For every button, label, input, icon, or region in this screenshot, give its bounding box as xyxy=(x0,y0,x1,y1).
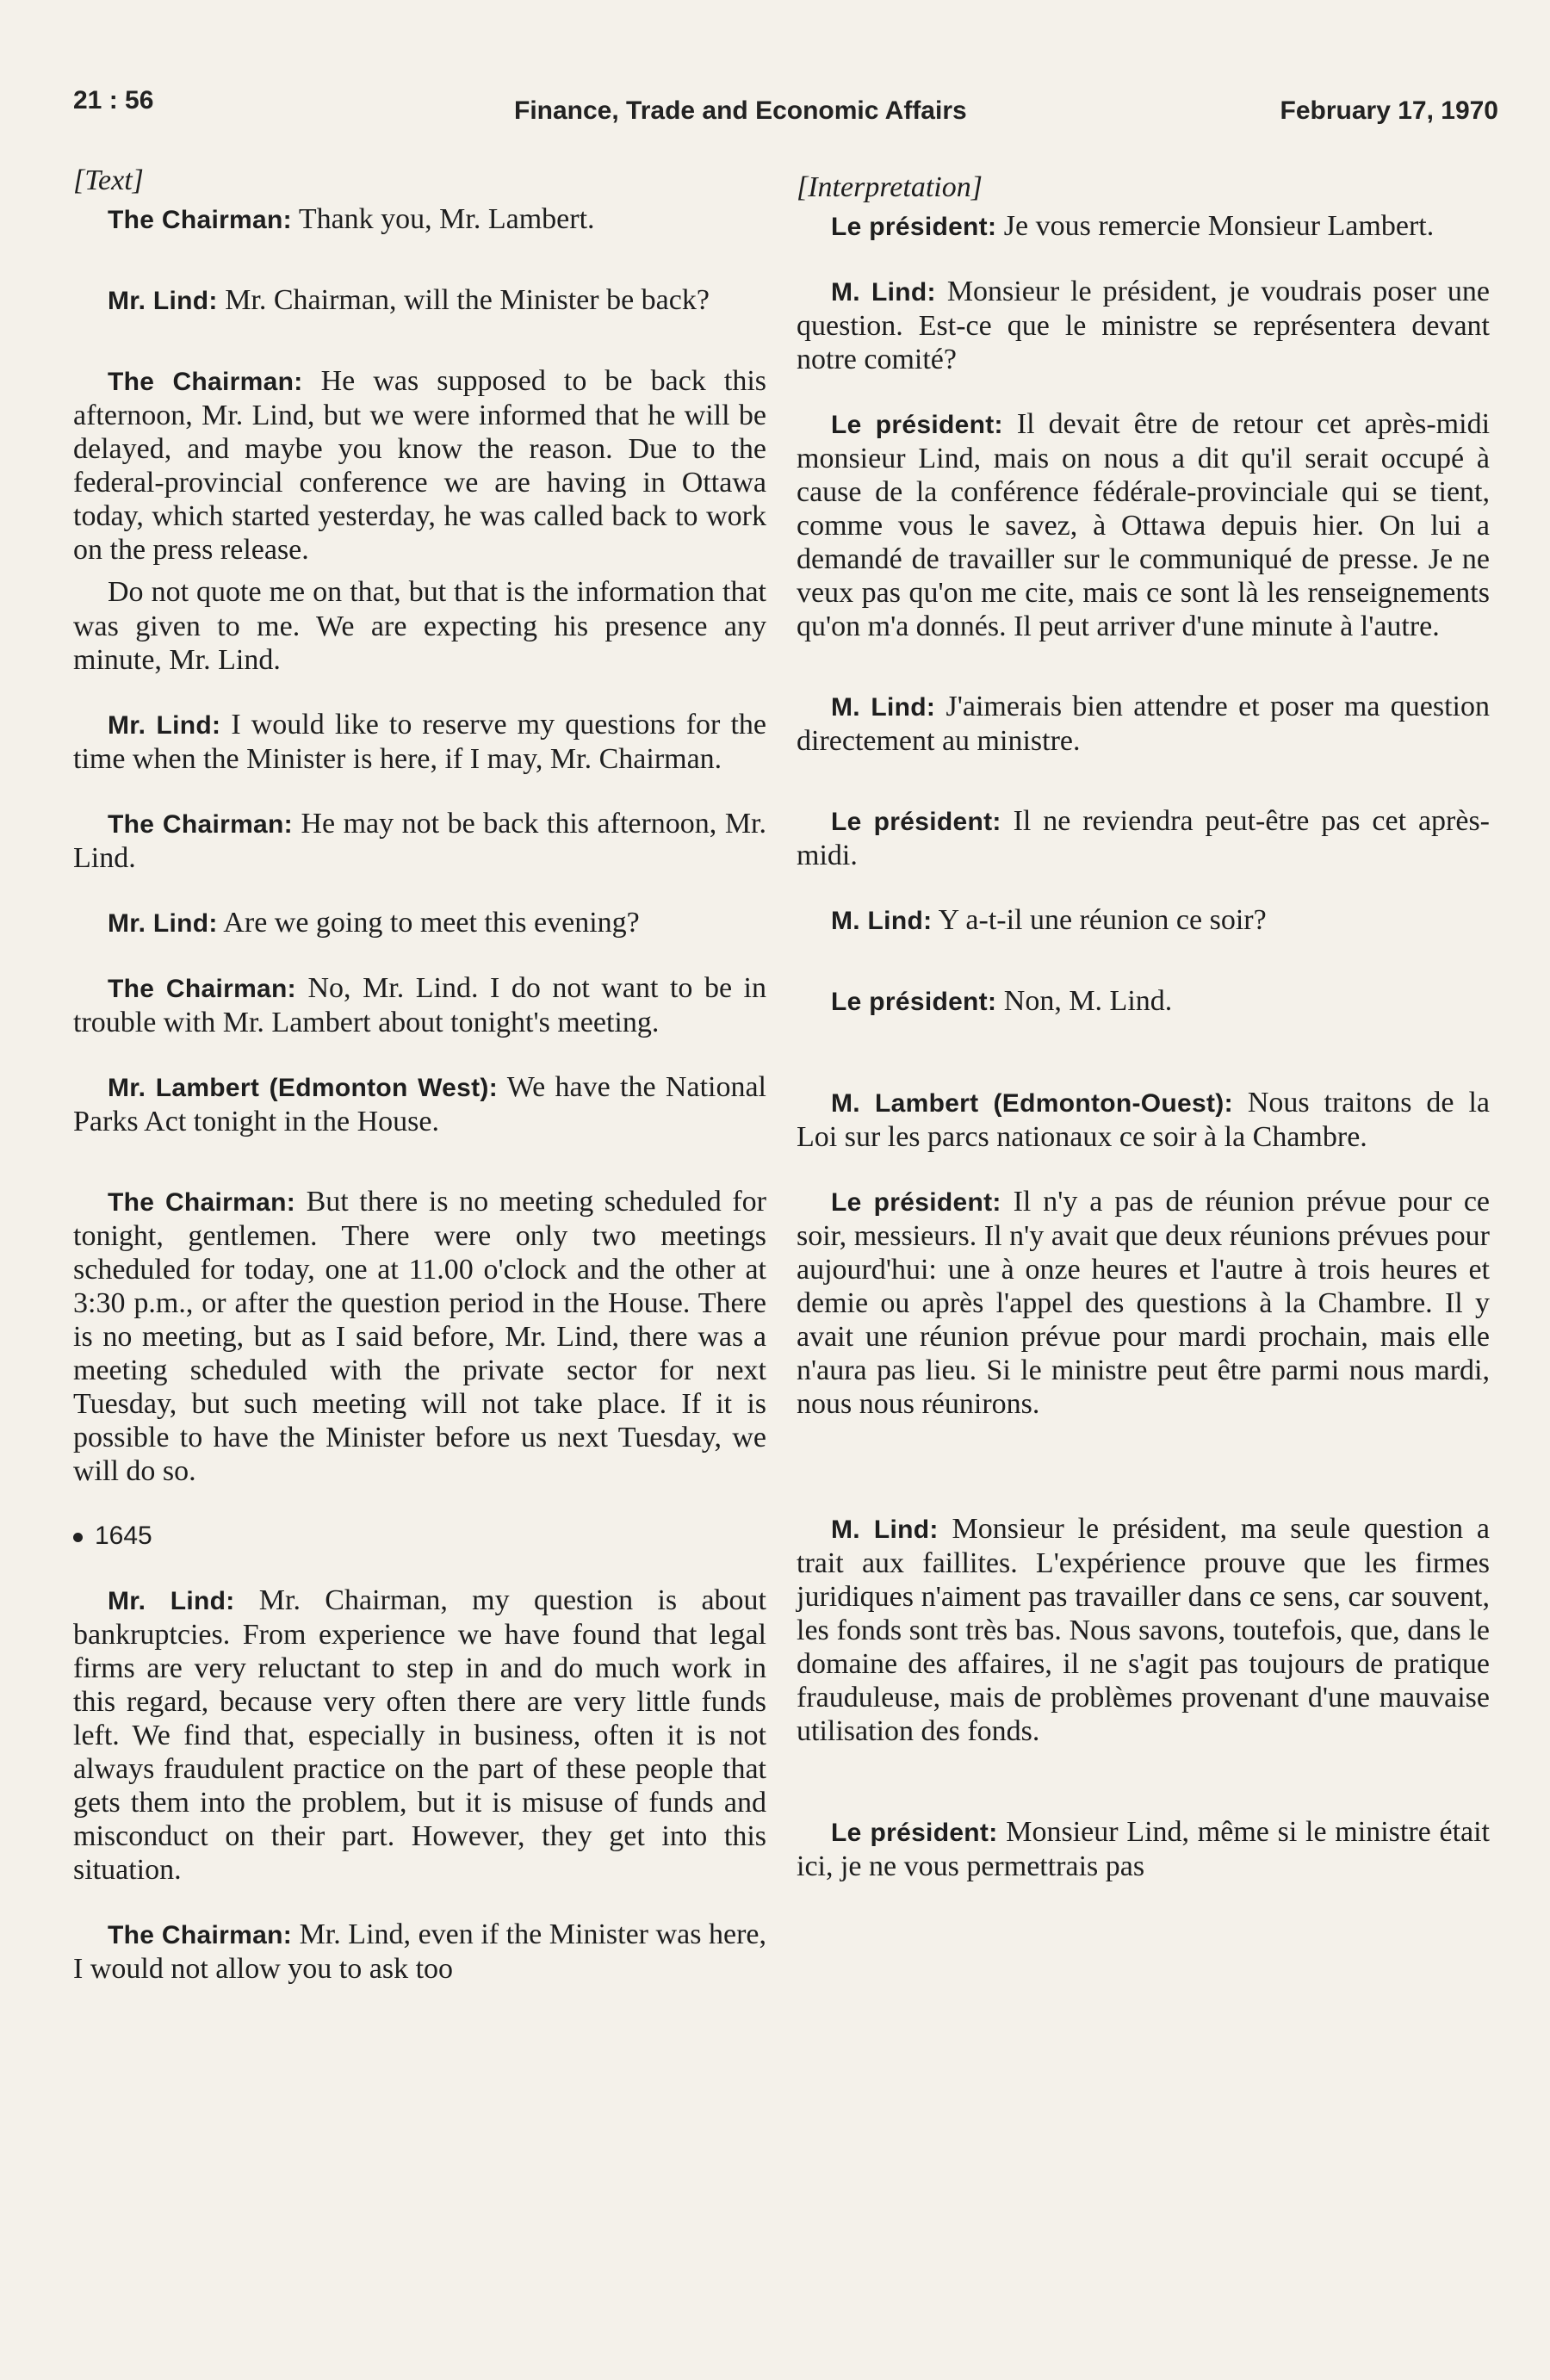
speech: Il ne reviendra peut-être pas cet après-midi. xyxy=(797,805,1491,871)
speech: Monsieur le président, ma seule question a trait aux faillites. L'expérience prouve que les firmes juridiques n'aiment pas travailler dans ce sens, car souvent, les fonds sont très bas. Nous savons, toutefois, que, dans le domaine des affaires, il ne s'agit pas toujours de pratique frauduleuse, mais de problèmes provenant d'une mauvaise utilisation des fonds. xyxy=(797,1513,1490,1747)
speaker: The Chairman: xyxy=(108,206,292,234)
speaker: The Chairman: xyxy=(108,1921,292,1949)
paragraph xyxy=(73,1918,766,1986)
paragraph xyxy=(797,1512,1490,1748)
paragraph xyxy=(73,971,766,1039)
speaker: The Chairman: xyxy=(108,368,303,396)
speaker: Mr. Lind: xyxy=(108,909,218,938)
speaker: Mr. Lind: xyxy=(108,1587,235,1615)
speech: Monsieur Lind, même si le ministre était ici, je ne vous permettrais pas xyxy=(797,1816,1491,1882)
paragraph xyxy=(797,1185,1490,1421)
speaker: Le président: xyxy=(831,411,1003,439)
speech: Monsieur le président, je voudrais poser une question. Est-ce que le ministre se représentera devant notre comité? xyxy=(797,276,1490,375)
page-number: 21 : 56 xyxy=(73,86,154,115)
speech: But there is no meeting scheduled for tonight, gentlemen. There were only two meetings scheduled for today, one at 11.00 o'clock and the other at 3:30 p.m., or after the question period in the House. There is no meeting, but as I said before, Mr. Lind, there was a meeting scheduled with the private sector for next Tuesday, but such meeting will not take place. If it is possible to have the Minister before us next Tuesday, we will do so. xyxy=(73,1186,766,1487)
speech: Thank you, Mr. Lambert. xyxy=(291,203,595,235)
paragraph xyxy=(73,1070,766,1138)
speaker: Le président: xyxy=(831,808,1001,836)
speaker: M. Lind: xyxy=(831,278,936,307)
paragraph xyxy=(797,804,1490,872)
speech: Nous traitons de la Loi sur les parcs nationaux ce soir à la Chambre. xyxy=(797,1087,1490,1153)
paragraph xyxy=(797,1086,1490,1154)
speech: We have the National Parks Act tonight in the House. xyxy=(73,1071,767,1137)
speech: Il devait être de retour cet après-midi monsieur Lind, mais on nous a dit qu'il serait occupé à cause de la conférence fédérale-provinciale qui se tient, comme vous le savez, à Ottawa depuis hier. On lui a demandé de travailler sur le communiqué de presse. Je ne veux pas qu'on me cite, mais ce sont là les renseignements qu'on m'a donnés. Il peut arriver d'une minute à l'autre. xyxy=(797,408,1491,642)
speaker: M. Lind: xyxy=(831,907,933,935)
speaker: M. Lambert (Edmonton-Ouest): xyxy=(831,1089,1233,1118)
speech: No, Mr. Lind. I do not want to be in trouble with Mr. Lambert about tonight's meeting. xyxy=(73,972,766,1038)
paragraph xyxy=(797,984,1490,1019)
paragraph xyxy=(73,906,766,940)
speech: Are we going to meet this evening? xyxy=(217,907,640,939)
speaker: Mr. Lind: xyxy=(108,287,218,315)
paragraph xyxy=(73,364,766,567)
paragraph xyxy=(797,209,1490,244)
speaker: Mr. Lambert (Edmonton West): xyxy=(108,1074,499,1102)
speaker: Le président: xyxy=(831,1819,998,1847)
speech: Il n'y a pas de réunion prévue pour ce soir, messieurs. Il n'y avait que deux réunions prévues pour aujourd'hui: une à onze heures et l'autre à trois heures et demie ou après l'appel des questions à la Chambre. Il y avait une réunion prévue pour mardi prochain, mais elle n'aura pas lieu. Si le ministre peut être parmi nous mardi, nous nous réunirons. xyxy=(797,1186,1491,1420)
paragraph xyxy=(73,283,766,318)
speaker: M. Lind: xyxy=(831,1515,939,1544)
speaker: Mr. Lind: xyxy=(108,711,221,740)
english-column xyxy=(73,164,766,2017)
column-tag-interpretation: [Interpretation] xyxy=(797,171,983,203)
paragraph xyxy=(73,575,766,677)
paragraph xyxy=(73,202,766,237)
paragraph xyxy=(73,708,766,776)
speaker: The Chairman: xyxy=(108,975,296,1003)
paragraph xyxy=(797,275,1490,376)
speech: Mr. Chairman, my question is about bankruptcies. From experience we have found that legal firms are very reluctant to step in and do much work in this regard, because very often there are very little funds left. We find that, especially in business, often it is not always fraudulent practice on the part of these people that gets them into the problem, but it is misuse of funds and misconduct on their part. However, they get into this situation. xyxy=(73,1584,766,1886)
speaker: Le président: xyxy=(831,213,997,241)
paragraph xyxy=(797,407,1490,643)
column-tag-text: [Text] xyxy=(73,164,144,196)
french-column xyxy=(797,164,1490,1914)
speaker: Le président: xyxy=(831,1188,1001,1217)
speaker: The Chairman: xyxy=(108,1188,296,1217)
speech: I would like to reserve my questions for the time when the Minister is here, if I may, Mr. Chairman. xyxy=(73,709,766,775)
speech: He may not be back this afternoon, Mr. Lind. xyxy=(73,808,766,874)
paragraph xyxy=(797,903,1490,938)
paragraph xyxy=(73,1185,766,1488)
speaker: The Chairman: xyxy=(108,810,293,839)
time-marker xyxy=(73,1519,766,1553)
speech: Y a-t-il une réunion ce soir? xyxy=(932,904,1267,936)
page-header xyxy=(73,86,1498,138)
paragraph xyxy=(73,1584,766,1887)
speech: Je vous remercie Monsieur Lambert. xyxy=(996,210,1435,242)
paragraph xyxy=(73,807,766,875)
speech: He was supposed to be back this afternoon, Mr. Lind, but we were informed that he will be delayed, and maybe you know the reason. Due to the federal-provincial conference we are having in Ottawa today, which started yesterday, he was called back to work on the press release. xyxy=(73,365,766,566)
paragraph xyxy=(797,1815,1490,1883)
bullet-icon xyxy=(73,1533,83,1542)
header-date: February 17, 1970 xyxy=(1280,96,1498,125)
speech: Do not quote me on that, but that is the information that was given to me. We are expecting his presence any minute, Mr. Lind. xyxy=(73,576,766,676)
speaker: Le président: xyxy=(831,988,997,1016)
speaker: M. Lind: xyxy=(831,693,936,722)
speech: Mr. Lind, even if the Minister was here, I would not allow you to ask too xyxy=(73,1918,766,1985)
speech: J'aimerais bien attendre et poser ma question directement au ministre. xyxy=(797,691,1490,757)
running-title: Finance, Trade and Economic Affairs xyxy=(514,96,967,125)
paragraph xyxy=(797,690,1490,758)
speech: Non, M. Lind. xyxy=(996,985,1173,1017)
time-marker-label: 1645 xyxy=(95,1522,152,1550)
speech: Mr. Chairman, will the Minister be back? xyxy=(217,284,710,316)
